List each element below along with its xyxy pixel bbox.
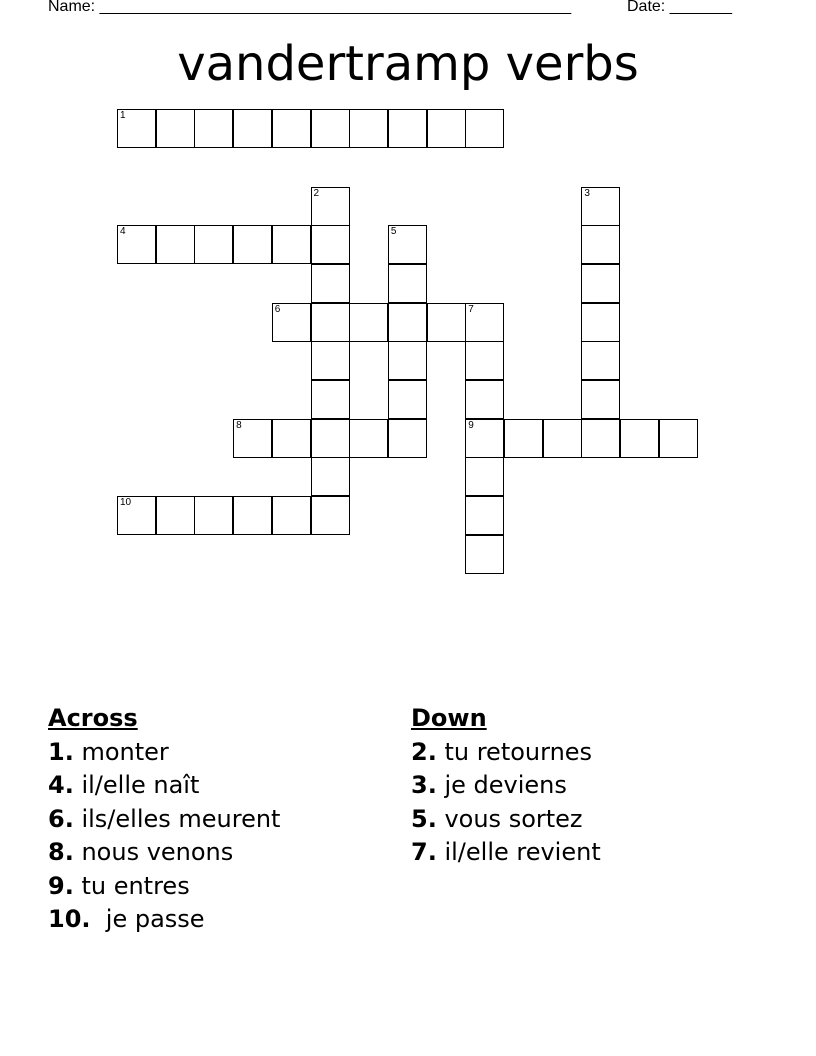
cell-number: 5	[390, 226, 397, 238]
across-heading: Across	[48, 704, 138, 732]
clue-across-4	[48, 769, 280, 803]
grid-cell[interactable]	[349, 303, 388, 342]
grid-cell[interactable]	[156, 496, 195, 535]
clue-text: tu retournes	[436, 737, 593, 766]
grid-cell[interactable]	[311, 303, 350, 342]
grid-cell[interactable]	[311, 419, 350, 458]
down-clues	[411, 702, 601, 870]
clue-text: vous sortez	[436, 804, 583, 833]
grid-cell[interactable]	[581, 341, 620, 380]
grid-cell[interactable]	[581, 419, 620, 458]
grid-cell[interactable]	[272, 419, 311, 458]
cell-number: 8	[236, 419, 242, 431]
grid-cell[interactable]	[659, 419, 698, 458]
grid-cell[interactable]	[581, 303, 620, 342]
grid-cell[interactable]	[233, 109, 272, 148]
grid-cell[interactable]	[311, 496, 350, 535]
grid-cell[interactable]	[581, 380, 620, 419]
clue-across-1	[48, 736, 280, 770]
clue-down-5	[411, 803, 601, 837]
clue-down-3	[411, 769, 601, 803]
grid-cell[interactable]	[504, 419, 543, 458]
clue-down-7	[411, 836, 601, 870]
grid-cell[interactable]	[194, 109, 233, 148]
grid-cell[interactable]	[233, 225, 272, 264]
grid-cell[interactable]	[311, 187, 350, 226]
clue-number: 7.	[411, 838, 437, 866]
clue-number: 4.	[48, 771, 74, 799]
clue-text: monter	[73, 737, 169, 766]
clue-text: je passe	[90, 905, 205, 933]
clue-text: tu entres	[73, 871, 190, 900]
clue-number: 6.	[48, 804, 74, 833]
across-clues	[48, 702, 280, 937]
clue-number: 8.	[48, 838, 74, 866]
clue-number: 1.	[48, 737, 74, 766]
grid-cell[interactable]	[117, 496, 156, 535]
grid-cell[interactable]	[117, 225, 156, 264]
grid-cell[interactable]	[194, 496, 233, 535]
grid-cell[interactable]	[388, 380, 427, 419]
clue-number: 3.	[411, 771, 437, 799]
clue-across-10	[48, 903, 280, 937]
grid-cell[interactable]	[272, 303, 311, 342]
grid-cell[interactable]	[388, 109, 427, 148]
clue-text: ils/elles meurent	[73, 804, 281, 833]
clue-text: il/elle naît	[73, 771, 200, 799]
clue-across-6	[48, 803, 280, 837]
grid-cell[interactable]	[311, 457, 350, 496]
down-heading: Down	[411, 704, 487, 732]
cell-number: 4	[120, 226, 126, 238]
grid-cell[interactable]	[311, 109, 350, 148]
clue-number: 2.	[411, 737, 437, 766]
grid-cell[interactable]	[543, 419, 582, 458]
clue-number: 5.	[411, 804, 437, 833]
clue-across-8	[48, 836, 280, 870]
cell-number: 6	[274, 303, 281, 315]
grid-cell[interactable]	[427, 303, 466, 342]
grid-cell[interactable]	[388, 264, 427, 303]
grid-cell[interactable]	[349, 419, 388, 458]
grid-cell[interactable]	[272, 496, 311, 535]
grid-cell[interactable]	[388, 225, 427, 264]
grid-cell[interactable]	[272, 225, 311, 264]
grid-cell[interactable]	[233, 419, 272, 458]
clue-text: je deviens	[436, 771, 567, 799]
cell-number: 2	[313, 187, 320, 199]
grid-cell[interactable]	[156, 109, 195, 148]
grid-cell[interactable]	[465, 457, 504, 496]
cell-number: 1	[120, 110, 126, 122]
grid-cell[interactable]	[581, 187, 620, 226]
clue-number: 10.	[48, 905, 91, 933]
grid-cell[interactable]	[349, 109, 388, 148]
grid-cell[interactable]	[465, 303, 504, 342]
cell-number: 3	[584, 187, 590, 199]
cell-number: 9	[468, 419, 474, 431]
grid-cell[interactable]	[465, 380, 504, 419]
grid-cell[interactable]	[311, 264, 350, 303]
date-field[interactable]: Date: _______	[627, 0, 732, 15]
grid-cell[interactable]	[117, 109, 156, 148]
grid-cell[interactable]	[427, 109, 466, 148]
grid-cell[interactable]	[311, 225, 350, 264]
grid-cell[interactable]	[620, 419, 659, 458]
grid-cell[interactable]	[581, 225, 620, 264]
grid-cell[interactable]	[581, 264, 620, 303]
grid-cell[interactable]	[388, 303, 427, 342]
puzzle-title: vandertramp verbs	[177, 36, 639, 92]
grid-cell[interactable]	[272, 109, 311, 148]
grid-cell[interactable]	[465, 496, 504, 535]
name-field[interactable]: Name: _____________________________________________________	[48, 0, 572, 15]
cell-number: 10	[120, 497, 132, 509]
clue-number: 9.	[48, 871, 74, 900]
grid-cell[interactable]	[465, 109, 504, 148]
grid-cell[interactable]	[311, 380, 350, 419]
grid-cell[interactable]	[465, 419, 504, 458]
grid-cell[interactable]	[465, 535, 504, 574]
grid-cell[interactable]	[156, 225, 195, 264]
clue-across-9	[48, 870, 280, 904]
grid-cell[interactable]	[194, 225, 233, 264]
grid-cell[interactable]	[465, 341, 504, 380]
clue-text: nous venons	[73, 838, 234, 866]
grid-cell[interactable]	[388, 341, 427, 380]
grid-cell[interactable]	[233, 496, 272, 535]
clue-text: il/elle revient	[436, 838, 601, 866]
cell-number: 7	[468, 303, 474, 315]
clue-down-2	[411, 736, 601, 770]
grid-cell[interactable]	[311, 341, 350, 380]
grid-cell[interactable]	[388, 419, 427, 458]
